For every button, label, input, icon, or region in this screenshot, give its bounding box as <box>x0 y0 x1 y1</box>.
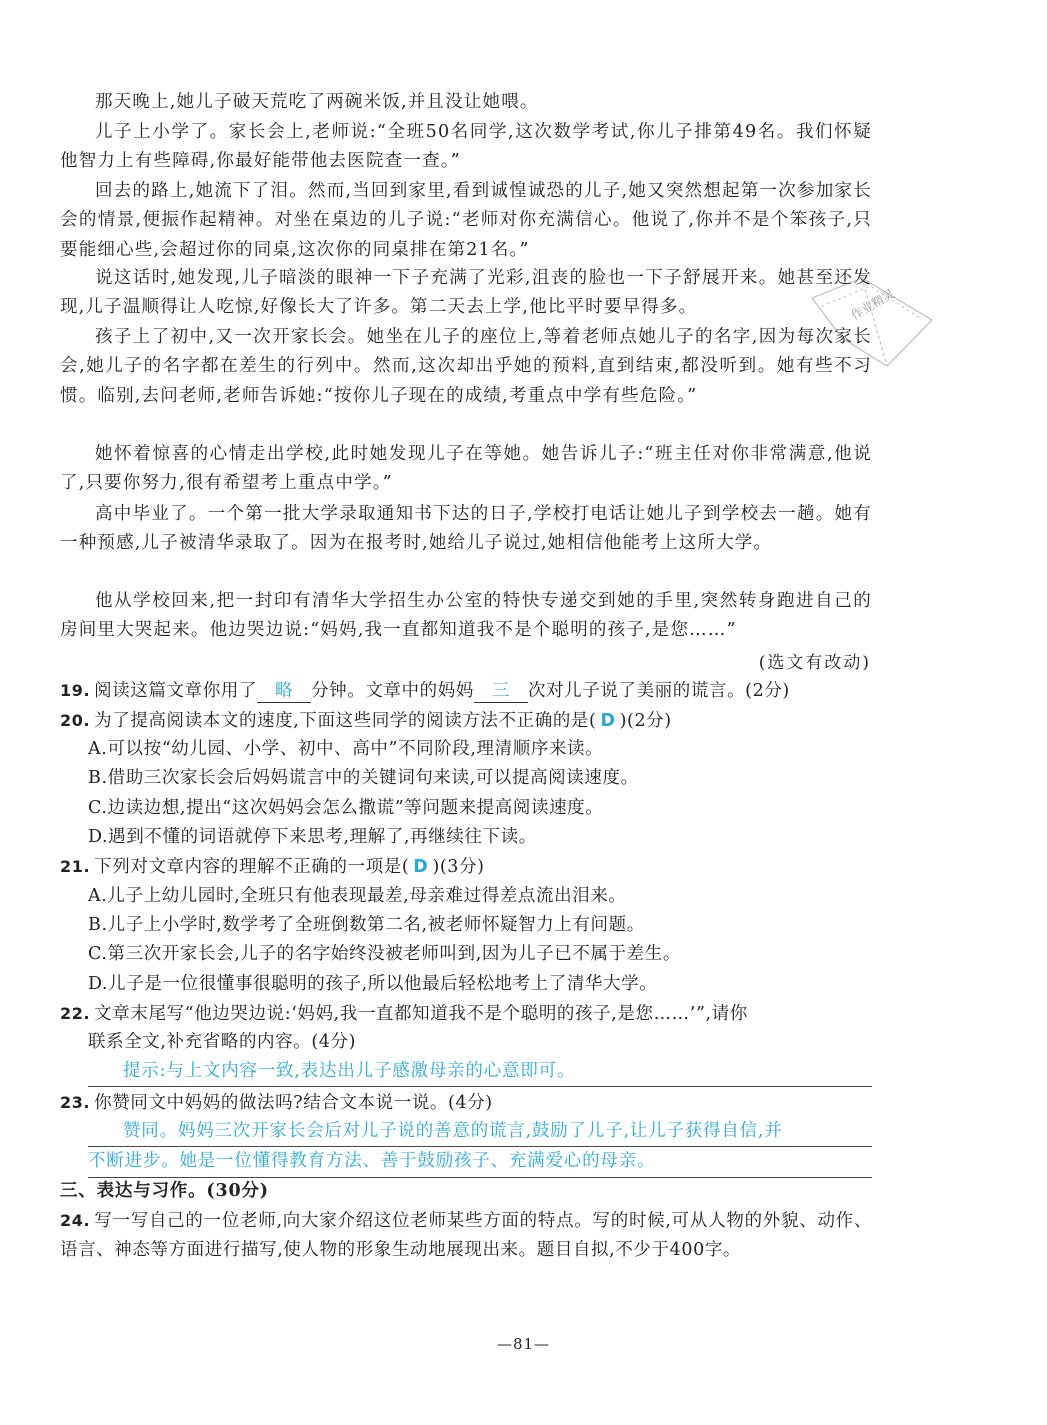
question-number: 21. <box>60 857 91 876</box>
question-text: 分钟。文章中的妈妈 <box>311 681 474 701</box>
question-text: 写一写自己的一位老师,向大家介绍这位老师某些方面的特点。写的时候,可从人物的外貌、动作、语言、神态等方面进行描写,使人物的形象生动地展现出来。题目自拟,不少于400字。 <box>60 1211 872 1261</box>
passage-paragraph: 孩子上了初中,又一次开家长会。她坐在儿子的座位上,等着老师点她儿子的名字,因为每次家长会,她儿子的名字都在差生的行列中。然而,这次却出乎她的预料,直到结束,都没听到。她有些不习惯。临别,去问老师,老师告诉她:“按你儿子现在的成绩,考重点中学有些危险。” <box>60 327 872 406</box>
passage-paragraph: 说这话时,她发现,儿子暗淡的眼神一下子充满了光彩,沮丧的脸也一下子舒展开来。她甚至还发现,儿子温顺得让人吃惊,好像长大了许多。第二天去上学,他比平时要早得多。 <box>60 268 872 318</box>
passage-paragraph: 那天晚上,她儿子破天荒吃了两碗米饭,并且没让她喂。 <box>95 92 539 112</box>
question-20 <box>60 706 872 736</box>
passage-paragraph: 儿子上小学了。家长会上,老师说:“全班50名同学,这次数学考试,你儿子排第49名。我们怀疑他智力上有些障碍,你最好能带他去医院查一查。” <box>60 122 872 172</box>
option-a: A.可以按“幼儿园、小学、初中、高中”不同阶段,理清顺序来读。 <box>88 739 604 759</box>
question-text: 下列对文章内容的理解不正确的一项是( <box>94 857 410 877</box>
answer-choice[interactable]: D <box>600 711 616 731</box>
question-number: 20. <box>60 711 91 730</box>
answer-text: 不断进步。她是一位懂得教育方法、善于鼓励孩子、充满爱心的母亲。 <box>88 1147 872 1177</box>
option-c: C.边读边想,提出“这次妈妈会怎么撒谎”等问题来提高阅读速度。 <box>88 798 604 818</box>
question-text-continued: 联系全文,补充省略的内容。(4分) <box>88 1032 357 1052</box>
question-19 <box>60 676 872 706</box>
answer-area-22[interactable] <box>88 1057 872 1087</box>
stamp-text: 作业精灵 <box>848 286 898 323</box>
question-24 <box>60 1206 872 1266</box>
option-b: B.儿子上小学时,数学考了全班倒数第二名,被老师怀疑智力上有问题。 <box>88 915 645 935</box>
question-number: 23. <box>60 1093 91 1112</box>
option-d: D.遇到不懂的词语就停下来思考,理解了,再继续往下读。 <box>88 827 537 847</box>
question-number: 24. <box>60 1211 91 1230</box>
option-a: A.儿子上幼儿园时,全班只有他表现最差,母亲难过得差点流出泪来。 <box>88 886 627 906</box>
passage-paragraph: 她怀着惊喜的心情走出学校,此时她发现儿子在等她。她告诉儿子:“班主任对你非常满意,他说了,只要你努力,很有希望考上重点中学。” <box>60 444 872 494</box>
passage-paragraph: 高中毕业了。一个第一批大学录取通知书下达的日子,学校打电话让她儿子到学校去一趟。她有一种预感,儿子被清华录取了。因为在报考时,她给儿子说过,她相信他能考上这所大学。 <box>60 504 872 554</box>
question-text: 次对儿子说了美丽的谎言。(2分) <box>527 681 790 701</box>
question-text: 文章末尾写“他边哭边说:‘妈妈,我一直都知道我不是个聪明的孩子,是您……’”,请你 <box>94 1004 748 1024</box>
passage-paragraph: 他从学校回来,把一封印有清华大学招生办公室的特快专递交到她的手里,突然转身跑进自己的房间里大哭起来。他边哭边说:“妈妈,我一直都知道我不是个聪明的孩子,是您……” <box>60 591 872 641</box>
question-22 <box>60 999 872 1029</box>
page-number: —81— <box>496 1335 551 1353</box>
source-note: (选文有改动) <box>758 653 871 673</box>
question-number: 19. <box>60 681 91 700</box>
answer-text: 赞同。妈妈三次开家长会后对儿子说的善意的谎言,鼓励了儿子,让儿子获得自信,并 <box>88 1117 872 1147</box>
watermark-stamp-icon <box>792 258 942 376</box>
answer-choice[interactable]: D <box>413 857 429 877</box>
question-text: 阅读这篇文章你用了 <box>94 681 258 701</box>
question-21 <box>60 852 872 882</box>
question-text: )(3分) <box>432 857 485 877</box>
option-b: B.借助三次家长会后妈妈谎言中的关键词句来读,可以提高阅读速度。 <box>88 768 639 788</box>
section-title: 三、表达与习作。(30分) <box>60 1181 269 1201</box>
answer-blank-times[interactable]: 三 <box>474 680 528 703</box>
question-23 <box>60 1088 872 1118</box>
option-d: D.儿子是一位很懂事很聪明的孩子,所以他最后轻松地考上了清华大学。 <box>88 974 658 994</box>
passage-paragraph: 回去的路上,她流下了泪。然而,当回到家里,看到诚惶诚恐的儿子,她又突然想起第一次参加家长会的情景,便振作起精神。对坐在桌边的儿子说:“老师对你充满信心。他说了,你并不是个笨孩子,只要能细心些,会超过你的同桌,这次你的同桌排在第21名。” <box>60 181 872 260</box>
answer-text: 提示:与上文内容一致,表达出儿子感激母亲的心意即可。 <box>88 1057 872 1087</box>
question-text: )(2分) <box>619 711 672 731</box>
question-number: 22. <box>60 1004 91 1023</box>
answer-area-23[interactable] <box>88 1117 872 1178</box>
option-c: C.第三次开家长会,儿子的名字始终没被老师叫到,因为儿子已不属于差生。 <box>88 944 681 964</box>
answer-blank-minutes[interactable]: 略 <box>257 680 311 703</box>
question-text: 为了提高阅读本文的速度,下面这些同学的阅读方法不正确的是( <box>94 711 597 731</box>
question-text: 你赞同文中妈妈的做法吗?结合文本说一说。(4分) <box>94 1093 493 1113</box>
